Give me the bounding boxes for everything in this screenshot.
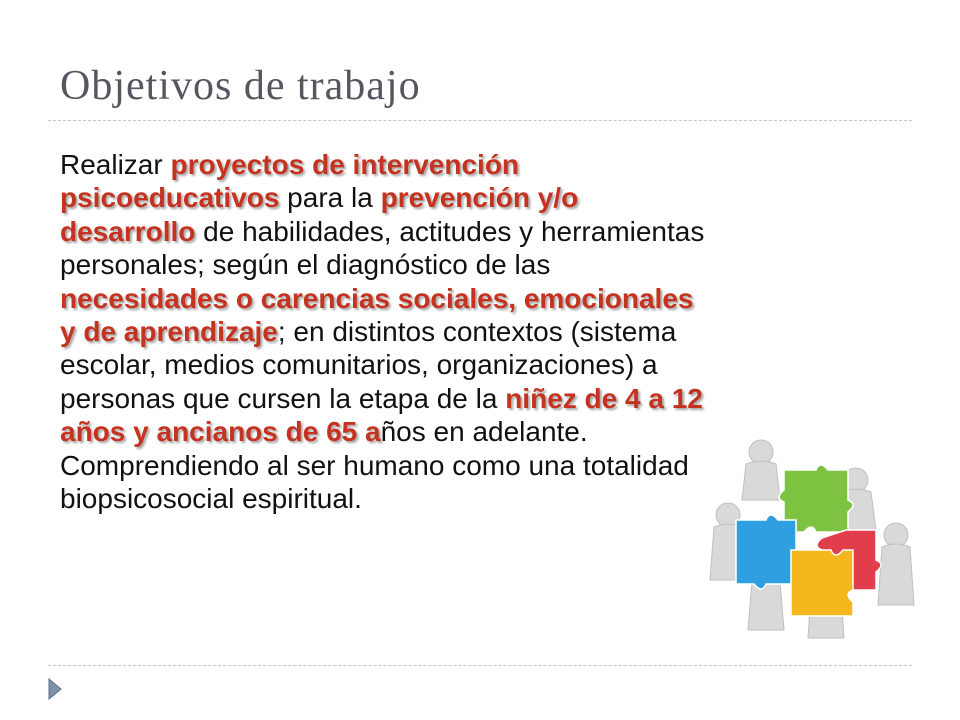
body-highlight: proyectos de intervención psicoeducativos (60, 149, 520, 214)
body-segment: ; en distintos contextos (sistema escolar, medios comunitarios, organizaciones) a personas que cursen la etapa de la (60, 316, 677, 414)
slide-body (60, 148, 710, 515)
title-divider (48, 120, 912, 121)
body-highlight: necesidades o carencias sociales, emocionales y de aprendizaje (60, 282, 694, 348)
body-segment: Realizar (60, 149, 171, 180)
teamwork-puzzle-icon (706, 430, 918, 640)
body-highlight: prevención y/o desarrollo (60, 182, 579, 247)
body-segment: para la (279, 182, 381, 214)
footer-divider (48, 665, 912, 666)
play-triangle-icon[interactable] (48, 678, 62, 700)
body-segment: de habilidades, actitudes y herramientas personales; según el diagnóstico de las (60, 215, 705, 281)
body-segment: ños en adelante. Comprendiendo al ser humano como una totalidad biopsicosocial espiritual. (60, 416, 689, 515)
slide-title: Objetivos de trabajo (60, 63, 421, 109)
body-highlight: niñez de 4 a 12 años y ancianos de 65 a (60, 382, 703, 448)
